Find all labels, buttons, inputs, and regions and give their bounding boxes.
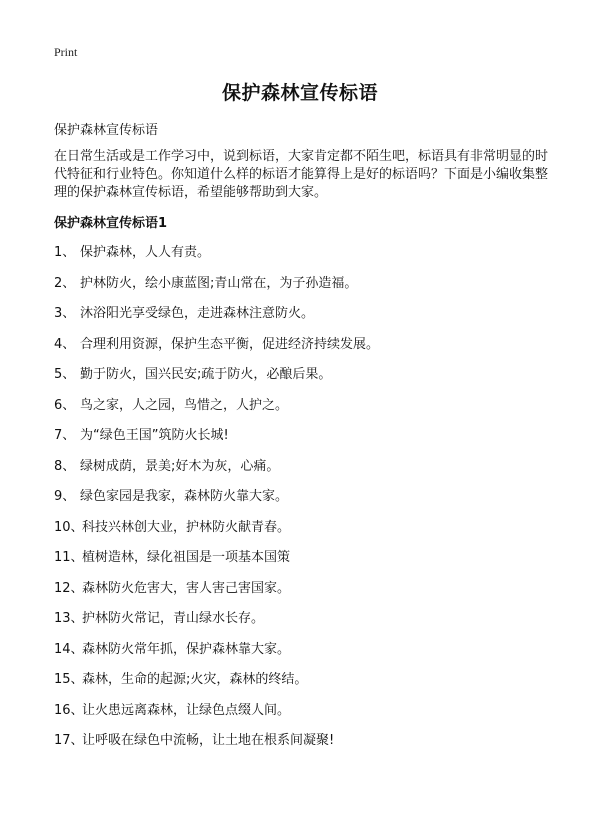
slogan-text: 鸟之家，人之园，鸟惜之，人护之。 (80, 397, 289, 413)
section-heading: 保护森林宣传标语1 (54, 216, 168, 231)
slogan-number: 3、 (54, 306, 76, 321)
slogan-list (54, 244, 574, 763)
slogan-item (54, 488, 574, 519)
slogan-item (54, 366, 574, 397)
slogan-text: 勤于防火，国兴民安;疏于防火，必酿后果。 (80, 367, 332, 382)
slogan-item (54, 519, 574, 550)
slogan-text: 森林，生命的起源;火灾，森林的终结。 (82, 672, 308, 687)
slogan-number: 14、 (54, 641, 84, 657)
slogan-number: 15、 (54, 672, 84, 687)
slogan-item (54, 549, 574, 580)
document-subtitle: 保护森林宣传标语 (54, 123, 159, 138)
slogan-text: 让火患远离森林，让绿色点缀人间。 (82, 702, 291, 718)
slogan-text: 合理利用资源，保护生态平衡，促进经济持续发展。 (80, 336, 380, 352)
slogan-number: 11、 (54, 550, 84, 565)
slogan-number: 10、 (54, 519, 84, 535)
slogan-number: 13、 (54, 611, 84, 626)
slogan-text: 为“绿色王国”筑防火长城! (80, 428, 229, 443)
slogan-text: 植树造林，绿化祖国是一项基本国策 (82, 550, 291, 565)
slogan-item (54, 641, 574, 672)
slogan-number: 6、 (54, 397, 76, 413)
slogan-item (54, 732, 574, 763)
slogan-text: 让呼吸在绿色中流畅，让土地在根系间凝聚! (82, 733, 335, 748)
slogan-item (54, 244, 574, 275)
slogan-item (54, 305, 574, 336)
slogan-text: 护林防火，绘小康蓝图;青山常在，为子孙造福。 (80, 275, 358, 291)
slogan-number: 12、 (54, 580, 84, 596)
slogan-number: 8、 (54, 458, 76, 474)
slogan-item (54, 397, 574, 428)
slogan-number: 4、 (54, 336, 76, 352)
document-title: 保护森林宣传标语 (221, 82, 378, 104)
slogan-number: 1、 (54, 245, 76, 260)
slogan-item (54, 336, 574, 367)
slogan-item (54, 458, 574, 489)
slogan-item (54, 671, 574, 702)
slogan-number: 17、 (54, 733, 84, 748)
slogan-text: 绿树成荫，景美;好木为灰，心痛。 (80, 458, 280, 474)
slogan-text: 科技兴林创大业，护林防火献青春。 (82, 519, 291, 535)
slogan-item (54, 275, 574, 306)
slogan-item (54, 610, 574, 641)
slogan-number: 5、 (54, 367, 76, 382)
intro-paragraph: 在日常生活或是工作学习中，说到标语，大家肯定都不陌生吧，标语具有非常明显的时代特征和行业特色。你知道什么样的标语才能算得上是好的标语吗？下面是小编收集整理的保护森林宣传标语，希望能够帮助到大家。 (54, 149, 549, 200)
print-link[interactable]: Print (54, 45, 78, 59)
slogan-number: 9、 (54, 489, 76, 504)
slogan-text: 保护森林，人人有责。 (80, 245, 211, 260)
slogan-text: 绿色家园是我家，森林防火靠大家。 (80, 489, 289, 504)
slogan-number: 7、 (54, 428, 76, 443)
slogan-text: 森林防火危害大，害人害己害国家。 (82, 580, 291, 596)
slogan-text: 护林防火常记，青山绿水长存。 (82, 611, 265, 626)
slogan-text: 森林防火常年抓，保护森林靠大家。 (82, 641, 291, 657)
slogan-text: 沐浴阳光享受绿色，走进森林注意防火。 (80, 306, 315, 321)
slogan-item (54, 702, 574, 733)
slogan-number: 16、 (54, 702, 84, 718)
slogan-item (54, 580, 574, 611)
slogan-number: 2、 (54, 275, 76, 291)
slogan-item (54, 427, 574, 458)
